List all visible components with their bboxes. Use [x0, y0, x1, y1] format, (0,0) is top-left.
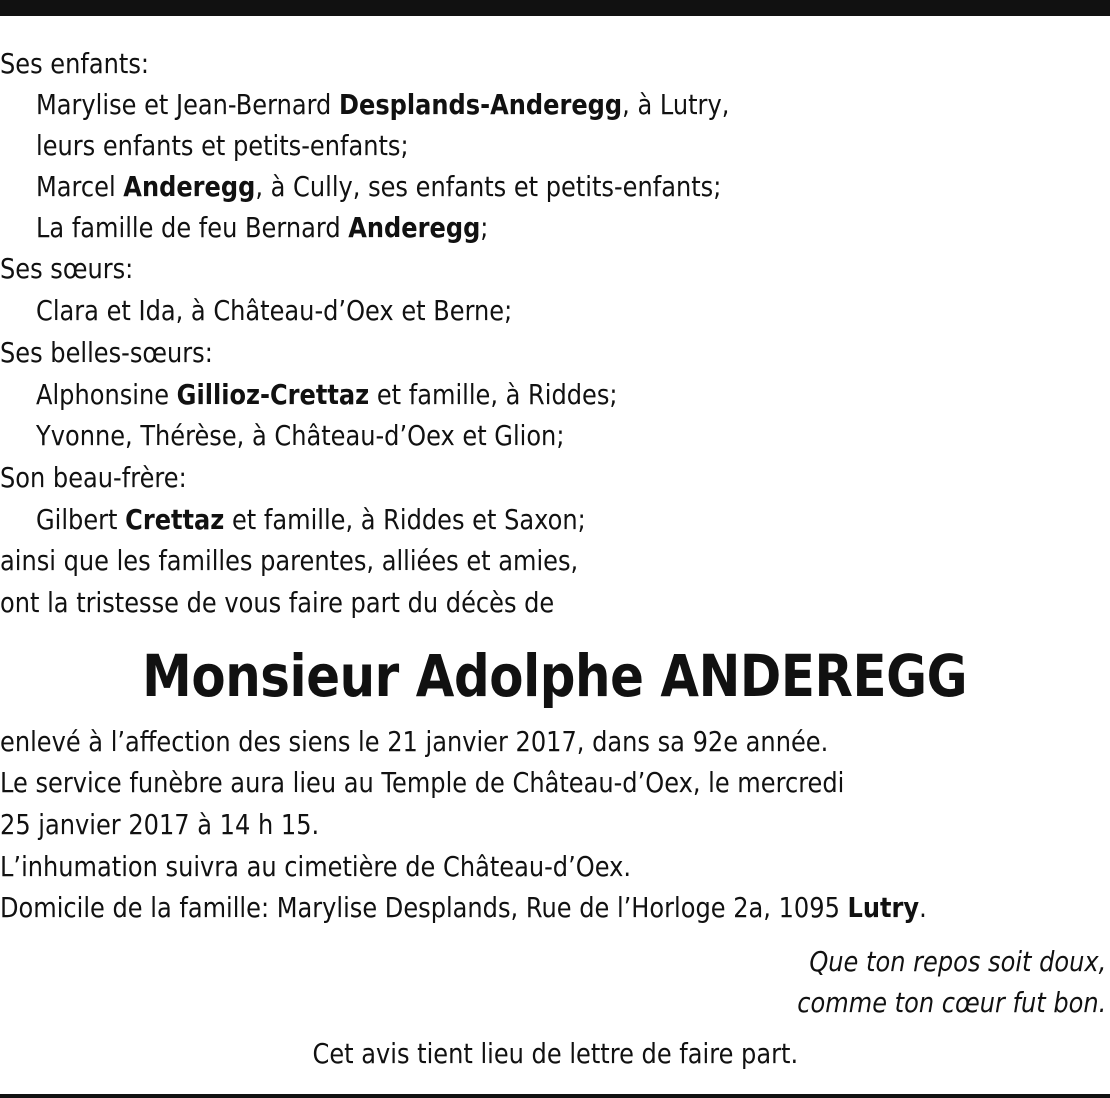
sisters-heading: Ses sœurs:	[0, 252, 134, 285]
children-line-4: La famille de feu Bernard Anderegg;	[36, 211, 489, 244]
top-rule	[0, 0, 1110, 16]
surname-anderegg: Anderegg	[348, 211, 481, 244]
closing-line-2: ont la tristesse de vous faire part du décès de	[0, 586, 555, 619]
brother-in-law-line-1: Gilbert Crettaz et famille, à Riddes et Saxon;	[36, 503, 586, 536]
details-line-4: L’inhumation suivra au cimetière de Château-d’Oex.	[0, 850, 631, 883]
details-line-2: Le service funèbre aura lieu au Temple de Château-d’Oex, le mercredi	[0, 766, 845, 799]
details-line-1: enlevé à l’affection des siens le 21 janvier 2017, dans sa 92e année.	[0, 725, 829, 758]
surname-desplands-anderegg: Desplands-Anderegg	[339, 88, 623, 121]
deceased-name: Monsieur Adolphe ANDEREGG	[142, 642, 968, 710]
closing-line-1: ainsi que les familles parentes, alliées et amies,	[0, 544, 579, 577]
sisters-in-law-heading: Ses belles-sœurs:	[0, 336, 213, 369]
children-heading: Ses enfants:	[0, 47, 149, 80]
surname-crettaz: Crettaz	[125, 503, 225, 536]
children-line-3: Marcel Anderegg, à Cully, ses enfants et petits-enfants;	[36, 170, 722, 203]
children-line-2: leurs enfants et petits-enfants;	[36, 129, 409, 162]
sisters-in-law-line-2: Yvonne, Thérèse, à Château-d’Oex et Glion;	[36, 419, 565, 452]
brother-in-law-heading: Son beau-frère:	[0, 461, 187, 494]
footer-note: Cet avis tient lieu de lettre de faire part.	[312, 1037, 798, 1070]
sisters-in-law-line-1: Alphonsine Gillioz-Crettaz et famille, à Riddes;	[36, 378, 618, 411]
bottom-rule	[0, 1094, 1110, 1098]
surname-anderegg: Anderegg	[123, 170, 256, 203]
details-line-5: Domicile de la famille: Marylise Desplands, Rue de l’Horloge 2a, 1095 Lutry.	[0, 891, 927, 924]
details-line-3: 25 janvier 2017 à 14 h 15.	[0, 808, 320, 841]
city-lutry: Lutry	[847, 891, 920, 924]
children-line-1: Marylise et Jean-Bernard Desplands-Anderegg, à Lutry,	[36, 88, 730, 121]
sisters-line-1: Clara et Ida, à Château-d’Oex et Berne;	[36, 294, 513, 327]
verse-line-2: comme ton cœur fut bon.	[796, 986, 1106, 1019]
surname-gillioz-crettaz: Gillioz-Crettaz	[176, 378, 370, 411]
verse-line-1: Que ton repos soit doux,	[809, 945, 1106, 978]
